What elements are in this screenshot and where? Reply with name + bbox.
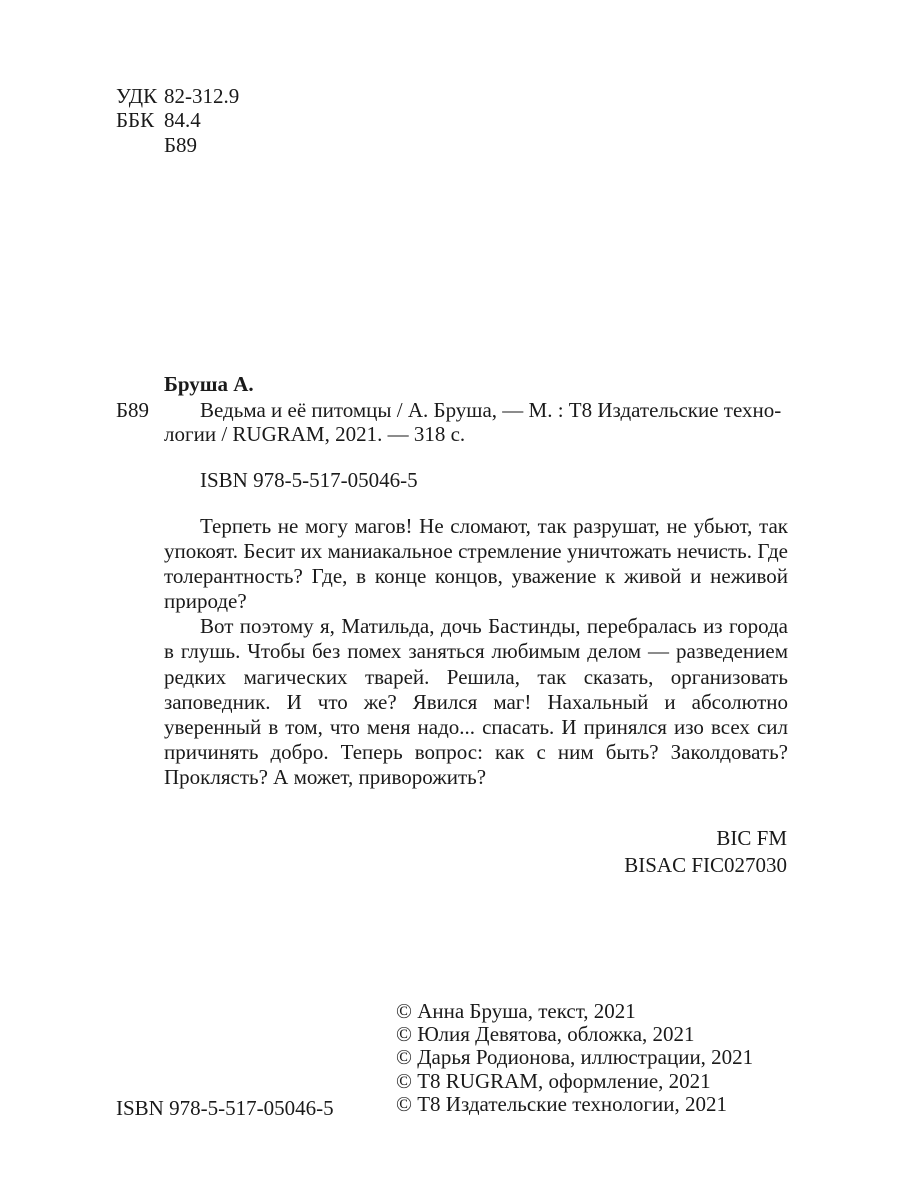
- bib-author-mark: Б89: [116, 398, 150, 422]
- author-mark: Б89: [164, 133, 198, 157]
- annotation-paragraph-1: Терпеть не могу магов! Не сломают, так разрушат, не убьют, так упокоят. Бесит их маниакальное стремление уничтожать нечисть. Где толерантность? Где, в конце концов, уважение к живой и неживой природе?: [164, 514, 788, 614]
- copyright-line: © Т8 Издательские технологии, 2021: [396, 1091, 727, 1116]
- subject-codes: [624, 825, 787, 879]
- udk-value: 82-312.9: [164, 84, 240, 108]
- isbn-footer: ISBN 978-5-517-05046-5: [116, 1096, 334, 1120]
- annotation-paragraph-2: Вот поэтому я, Матильда, дочь Бастинды, перебралась из города в глушь. Чтобы без помех заняться любимым делом — разведением редких магических тварей. Решила, так сказать, организовать заповедник. И что же? Явился маг! Нахальный и абсолютно уверенный в том, что меня надо... спасать. И принялся изо всех сил причинять добро. Теперь вопрос: как с ним быть? Заколдовать? Проклясть? А может, приворожить?: [164, 614, 788, 789]
- bib-description-line-1: Ведьма и её питомцы / А. Бруша, — М. : Т8 Издательские техно-: [200, 398, 782, 422]
- isbn-record: ISBN 978-5-517-05046-5: [200, 468, 418, 492]
- copyright-line: © Т8 RUGRAM, оформление, 2021: [396, 1068, 711, 1093]
- bic-code: BIC FM: [716, 826, 787, 850]
- bib-description-line-2: логии / RUGRAM, 2021. — 318 с.: [164, 422, 466, 446]
- copyright-list: [396, 1000, 753, 1116]
- bbk-label: ББК: [116, 108, 155, 132]
- annotation: [164, 514, 788, 790]
- bisac-code: BISAC FIC027030: [624, 853, 787, 877]
- bbk-value: 84.4: [164, 108, 201, 132]
- author-name: Бруша А.: [164, 372, 254, 396]
- copyright-line: © Дарья Родионова, иллюстрации, 2021: [396, 1045, 754, 1070]
- udk-label: УДК: [116, 84, 158, 108]
- copyright-line: © Анна Бруша, текст, 2021: [396, 999, 636, 1023]
- copyright-line: © Юлия Девятова, обложка, 2021: [396, 1022, 695, 1047]
